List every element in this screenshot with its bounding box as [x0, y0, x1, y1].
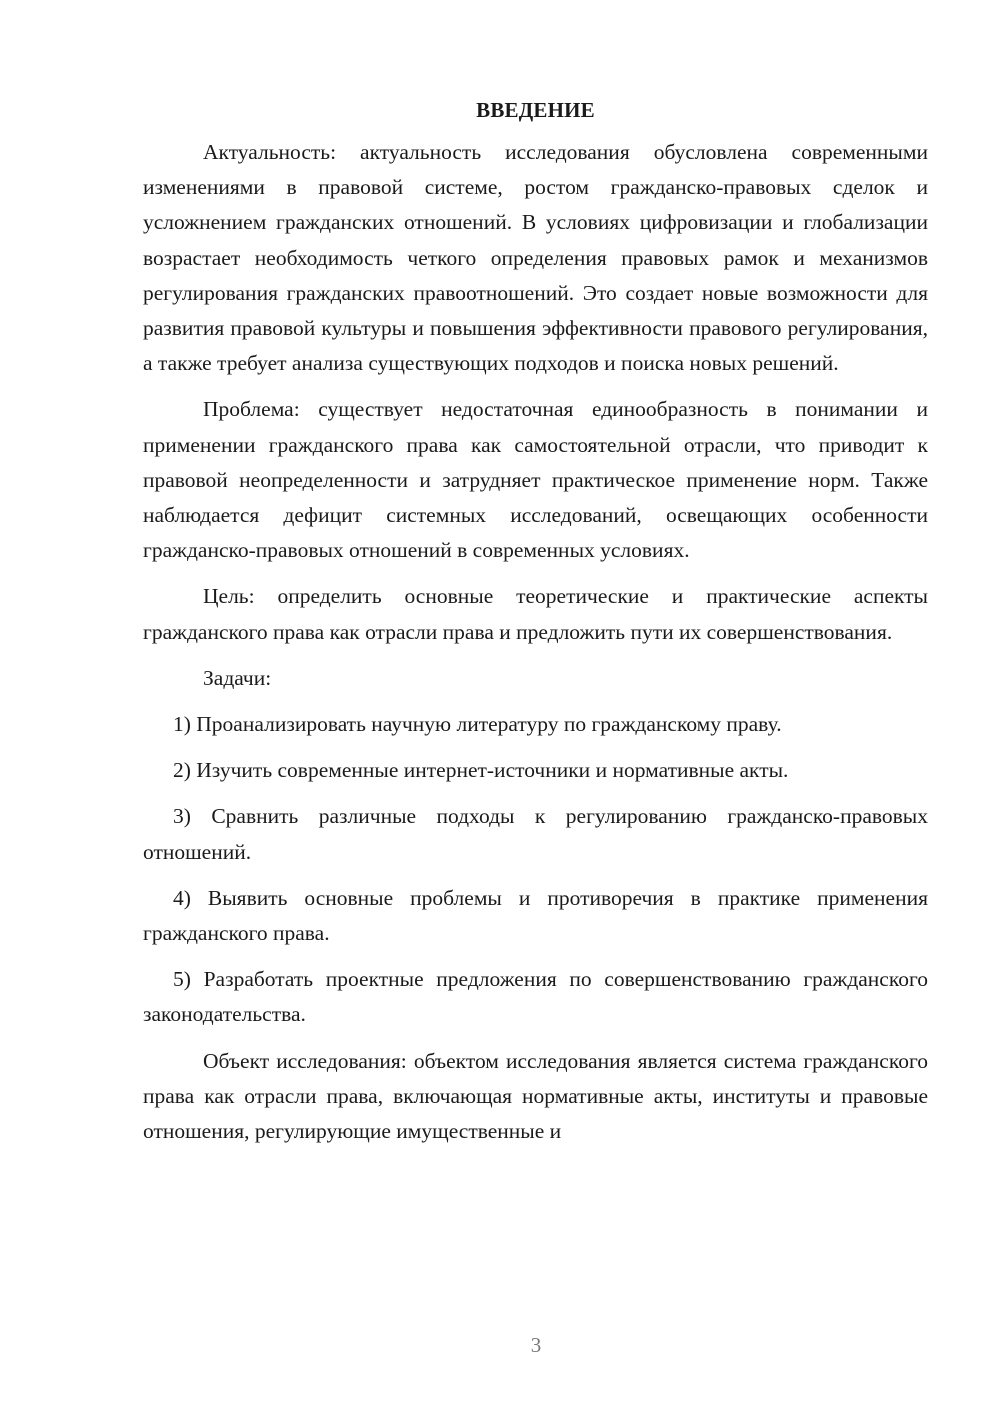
task-item-5: 5) Разработать проектные предложения по совершенствованию гражданского законодательства. — [143, 967, 928, 1027]
page-number: 3 — [530, 1333, 542, 1357]
task-item-1: 1) Проанализировать научную литературу по гражданскому праву. — [173, 712, 782, 737]
page-content — [143, 95, 928, 1160]
goal-paragraph: Цель: определить основные теоретические и практические аспекты гражданского права как отрасли права и предложить пути их совершенствования. — [143, 584, 928, 644]
problem-paragraph: Проблема: существует недостаточная единообразность в понимании и применении гражданского права как самостоятельной отрасли, что приводит к правовой неопределенности и затрудняет практическое применение норм. Также наблюдается дефицит системных исследований, освещающих особенности гражданско-правовых отношений в современных условиях. — [143, 397, 928, 563]
task-item-3: 3) Сравнить различные подходы к регулированию гражданско-правовых отношений. — [143, 804, 928, 864]
task-item-2: 2) Изучить современные интернет-источники и нормативные акты. — [173, 758, 789, 783]
task-item-4: 4) Выявить основные проблемы и противоречия в практике применения гражданского права. — [143, 885, 928, 946]
tasks-heading: Задачи: — [203, 665, 272, 690]
object-paragraph: Объект исследования: объектом исследования является система гражданского права как отрасли права, включающая нормативные акты, институты и правовые отношения, регулирующие имущественные и — [143, 1048, 928, 1144]
section-title: ВВЕДЕНИЕ — [476, 98, 595, 122]
relevance-paragraph: Актуальность: актуальность исследования обусловлена современными изменениями в правовой системе, ростом гражданско-правовых сделок и усложнением гражданских отношений. В условиях цифровизации и глобализации возрастает необходимость четкого определения правовых рамок и механизмов регулирования гражданских правоотношений. Это создает новые возможности для развития правовой культуры и повышения эффективности правового регулирования, а также требует анализа существующих подходов и поиска новых решений. — [143, 140, 928, 376]
